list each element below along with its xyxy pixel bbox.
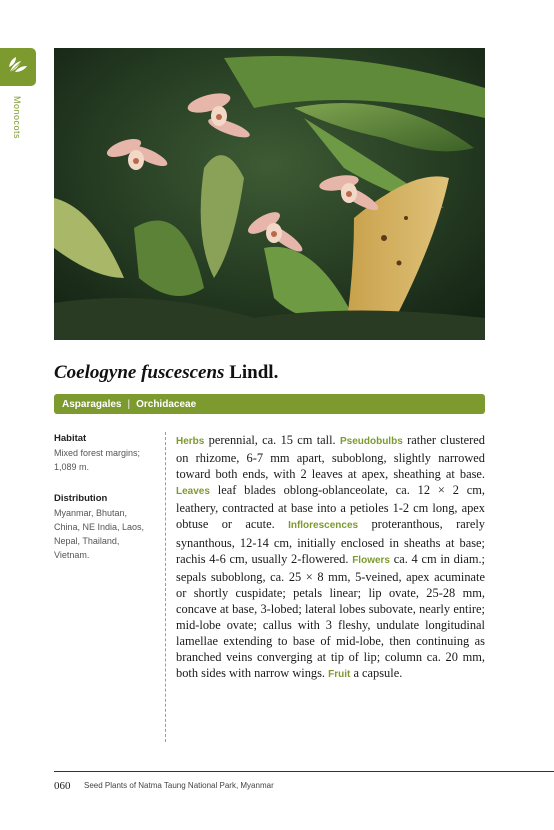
text-fruit: a capsule. bbox=[350, 666, 403, 681]
taxon-family: Orchidaceae bbox=[136, 398, 197, 410]
kw-herbs: Herbs bbox=[176, 436, 205, 447]
kw-inflorescences: Inflorescences bbox=[288, 520, 359, 532]
side-info bbox=[54, 432, 154, 580]
kw-pseudobulbs: Pseudobulbs bbox=[339, 436, 403, 447]
distribution-heading: Distribution bbox=[54, 493, 108, 504]
leaves-icon bbox=[7, 55, 29, 80]
kw-flowers: Flowers bbox=[352, 554, 390, 566]
species-description bbox=[176, 432, 485, 683]
taxon-order: Asparagales bbox=[62, 398, 122, 410]
text-flowers: ca. 4 cm in diam.; sepals suboblong, ca. 25 × 8 mm, 5-veined, apex acuminate or shortly cuspidate; petals linear; lip ovate, 25-28 mm, concave at base, 3-lobed; lateral lobes subovate, nearly entire; mid-lobe ovate; callus with 3 fleshy, undulate longitudinal lamellae extending to base of mid-lobe, then continuing as branched veins converging at tip of lip; column ca. 20 mm, both sides with narrow wings. bbox=[176, 551, 485, 681]
species-author: Lindl. bbox=[229, 362, 279, 383]
distribution-text: Myanmar, Bhutan, China, NE India, Laos, Nepal, Thailand, Vietnam. bbox=[54, 508, 145, 560]
taxon-separator: | bbox=[127, 398, 131, 410]
habitat-text: Mixed forest margins; 1,089 m. bbox=[54, 448, 141, 472]
species-latin-name: Coelogyne fuscescens bbox=[54, 362, 225, 383]
text-pseudobulbs: rather clustered on rhizome, 6-7 mm apart, suboblong, slightly narrowed toward both ends, with 2 leaves at apex, sheathing at base. bbox=[176, 433, 485, 482]
page-number: 060 bbox=[54, 780, 71, 792]
distribution-block bbox=[54, 492, 154, 562]
habitat-block bbox=[54, 432, 154, 474]
book-title: Seed Plants of Natma Taung National Park, Myanmar bbox=[84, 781, 274, 790]
text-inflorescences: proteranthous, rarely synanthous, 12-14 cm, initially enclosed in sheaths at base; rachis 4-6 cm, usually 2-flowered. bbox=[176, 517, 485, 566]
section-label: Monocots bbox=[12, 96, 22, 140]
species-title bbox=[54, 362, 278, 384]
kw-leaves: Leaves bbox=[176, 486, 210, 498]
column-divider bbox=[165, 432, 166, 742]
section-tab bbox=[0, 48, 36, 86]
kw-fruit: Fruit bbox=[328, 669, 351, 681]
text-leaves: leaf blades oblong-oblanceolate, ca. 12 × 2 cm, leathery, contracted at base into a petioles 1-2 cm long, apex obtuse or acute. bbox=[176, 483, 485, 532]
footer-rule bbox=[54, 771, 554, 772]
habitat-heading: Habitat bbox=[54, 433, 87, 444]
text-herbs: perennial, ca. 15 cm tall. bbox=[204, 433, 340, 447]
taxonomy-bar bbox=[54, 394, 485, 414]
orchid-photo bbox=[54, 48, 485, 340]
